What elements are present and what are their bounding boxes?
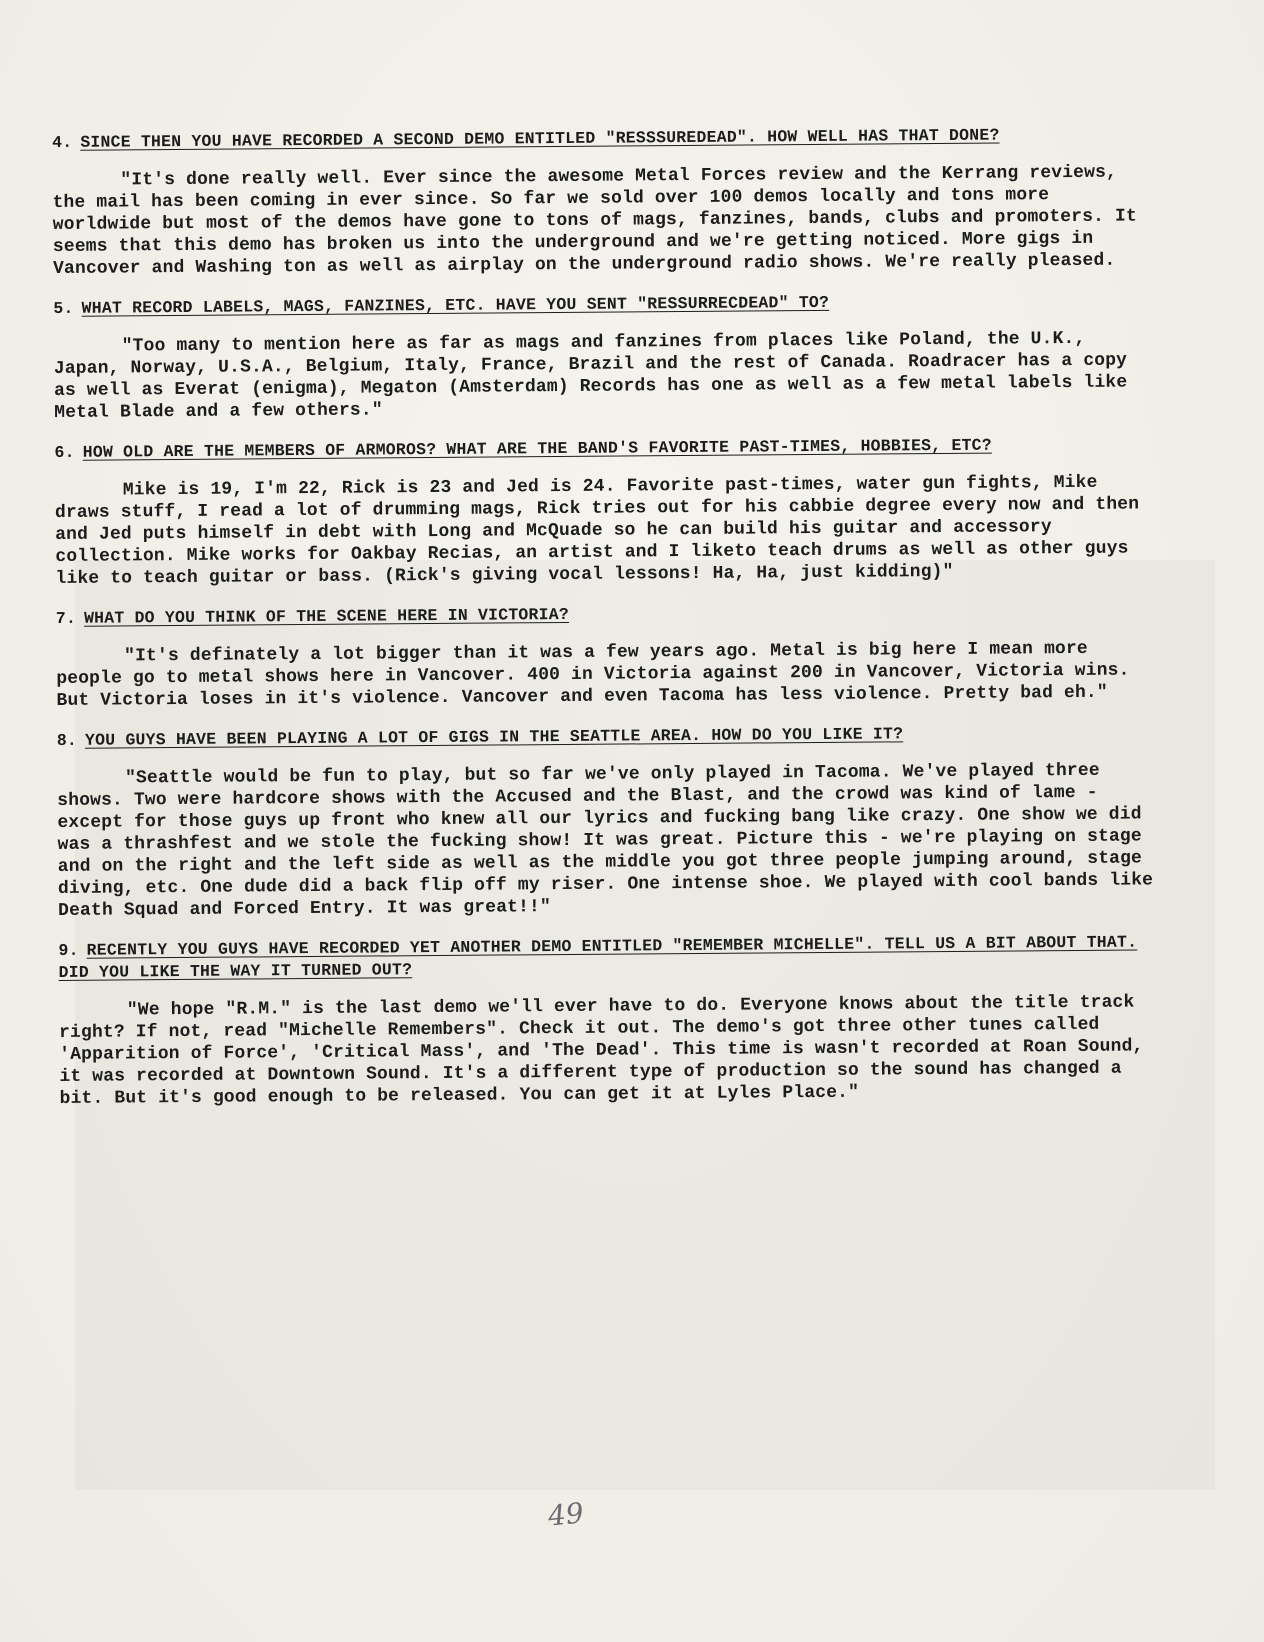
question-8: 8. YOU GUYS HAVE BEEN PLAYING A LOT OF GIGS IN THE SEATTLE AREA. HOW DO YOU LIKE IT? <box>56 724 904 750</box>
question-7: 7. WHAT DO YOU THINK OF THE SCENE HERE IN VICTORIA? <box>55 604 569 628</box>
answer-4: "It's done really well. Ever since the awesome Metal Forces review and the Kerrang reviews, the mail has been coming in ever since. So far we sold over 100 demos locally and tons more worldwide but most of the demos have gone to tons of mags, fanzines, bands, clubs and promoters. It seems that this demo has broken us into the underground and we're getting noticed. More gigs in Vancover and Washing ton as well as airplay on the underground radio shows. We're really pleased. <box>52 162 1138 279</box>
answer-5: "Too many to mention here as far as mags and fanzines from places like Poland, the U.K., Japan, Norway, U.S.A., Belgium, Italy, France, Brazil and the rest of Canada. Roadracer has a copy as well as Everat (enigma), Megaton (Amsterdam) Records has one as well as a few metal labels like Metal Blade and a few others." <box>53 328 1128 423</box>
handwritten-page-number: 49 <box>546 1496 586 1533</box>
question-4: 4. SINCE THEN YOU HAVE RECORDED A SECOND DEMO ENTITLED "RESSSUREDEAD". HOW WELL HAS THAT DONE? <box>52 125 1000 152</box>
question-9: 9. RECENTLY YOU GUYS HAVE RECORDED YET ANOTHER DEMO ENTITLED "REMEMBER MICHELLE". TELL US A BIT ABOUT THAT. DID YOU LIKE THE WAY IT TURNED OUT? <box>58 932 1138 982</box>
answer-7: "It's definately a lot bigger than it was a few years ago. Metal is big here I mean more people go to metal shows here in Vancover. 400 in Victoria against 200 in Vancover, Victoria wins. But Victoria loses in it's violence. Vancover and even Tacoma has less violence. Pretty bad eh." <box>56 638 1130 711</box>
answer-9: "We hope "R.M." is the last demo we'll ever have to do. Everyone knows about the title track right? If not, read "Michelle Remembers". Check it out. The demo's got three other tunes called 'Apparition of Force', 'Critical Mass', and 'The Dead'. This time is wasn't recorded at Roan Sound, it was recorded at Downtown Sound. It's a different type of production so the sound has changed a bit. But it's good enough to be released. You can get it at Lyles Place." <box>58 992 1144 1109</box>
question-6: 6. HOW OLD ARE THE MEMBERS OF ARMOROS? WHAT ARE THE BAND'S FAVORITE PAST-TIMES, HOBBIES, ETC? <box>54 435 992 462</box>
answer-6: Mike is 19, I'm 22, Rick is 23 and Jed is 24. Favorite past-times, water gun fights, Mike draws stuff, I read a lot of drumming mags, Rick tries out for his cabbie degree every now and then and Jed puts himself in debt with Long and McQuade so he can build his guitar and accessory collection. Mike works for Oakbay Recias, an artist and I liketo teach drums as well as other guys like to teach guitar or bass. (Rick's giving vocal lessons! Ha, Ha, just kidding)" <box>54 472 1140 589</box>
answer-8: "Seattle would be fun to play, but so far we've only played in Tacoma. We've played three shows. Two were hardcore shows with the Accused and the Blast, and the crowd was kind of lame - except for those guys up front who knew all our lyrics and fucking bang like crazy. One show we did was a thrashfest and we stole the fucking show! It was great. Picture this - we're playing on stage and on the right and the left side as well as the middle you got three people jumping around, stage diving, etc. One dude did a back flip off my riser. One intense shoe. We played with cool bands like Death Squad and Forced Entry. It was great!!" <box>57 760 1154 921</box>
interview-content <box>52 123 1160 1128</box>
question-5: 5. WHAT RECORD LABELS, MAGS, FANZINES, ETC. HAVE YOU SENT "RESSURRECDEAD" TO? <box>53 292 830 318</box>
